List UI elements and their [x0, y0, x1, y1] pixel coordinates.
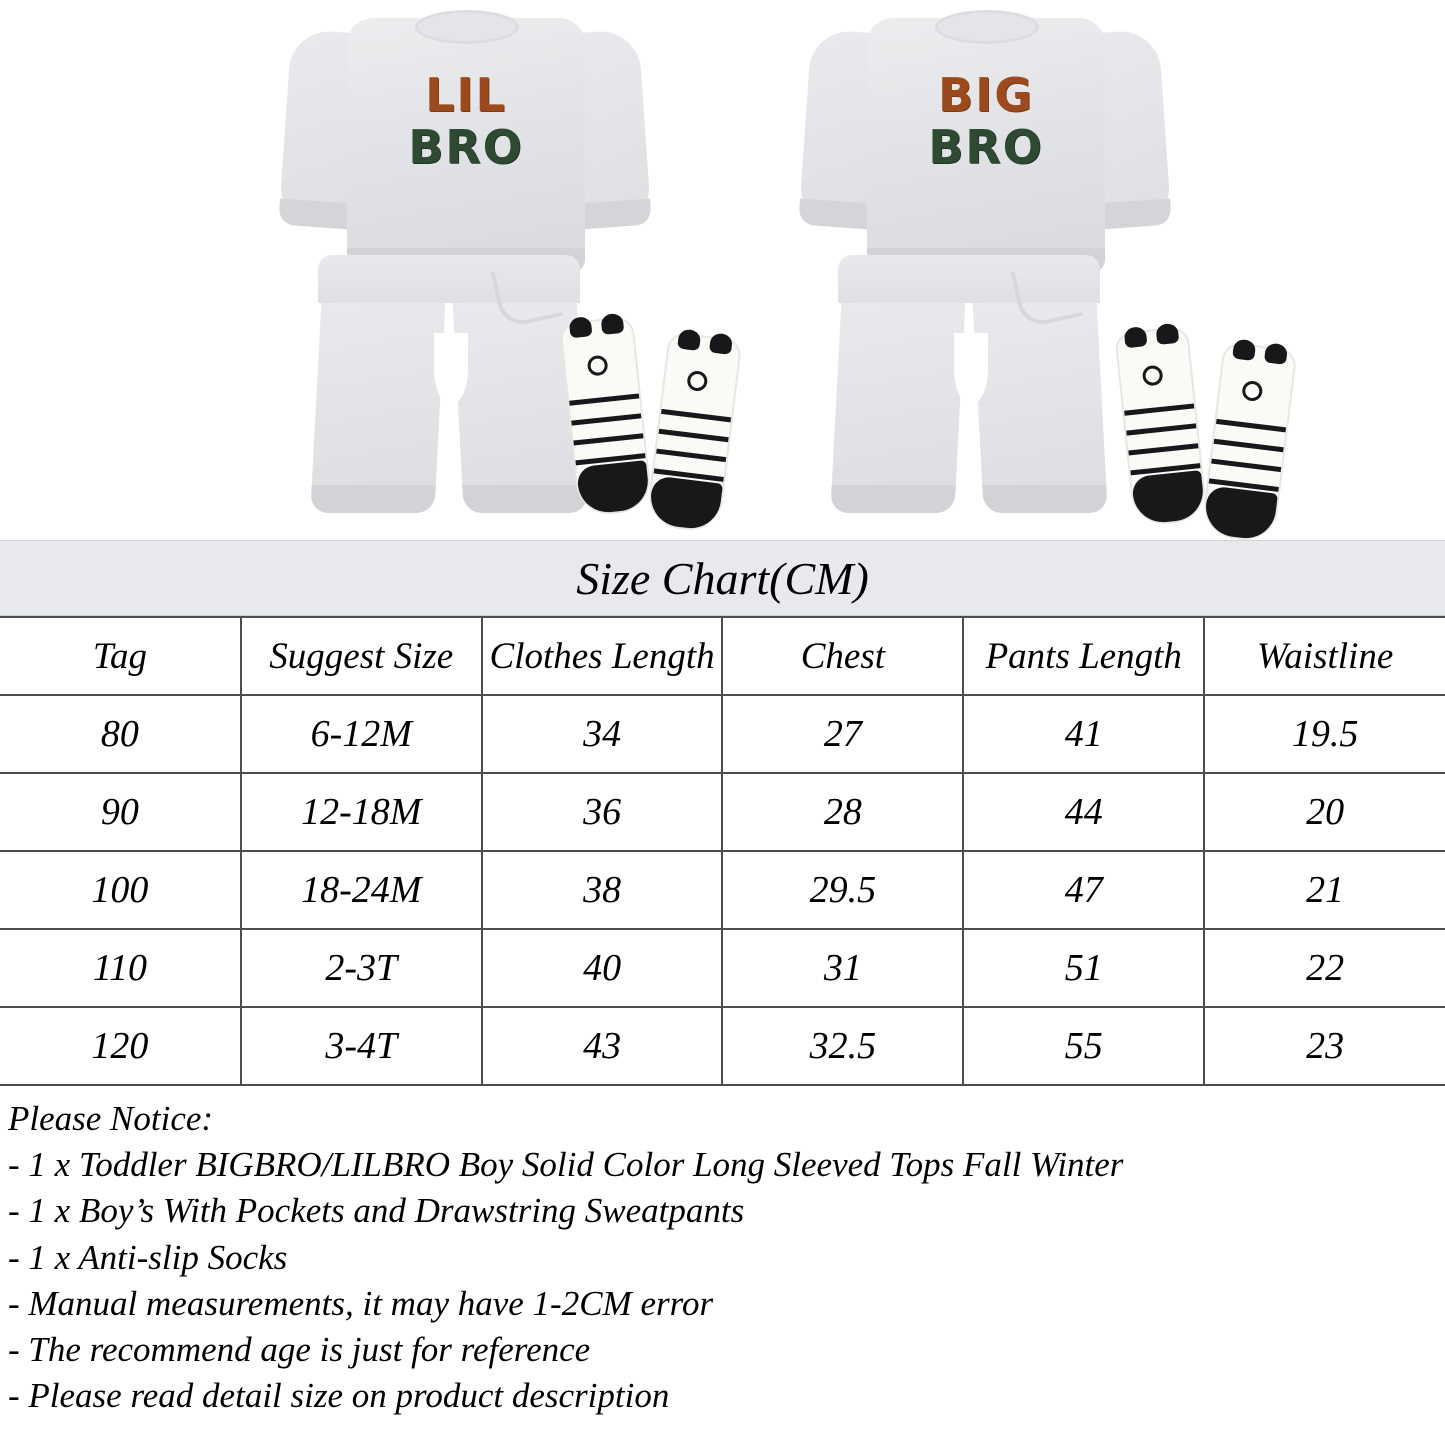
- cell-suggest-size: 12-18M: [241, 773, 482, 851]
- size-chart-table: [0, 616, 1445, 1086]
- sweatshirt: [285, 10, 645, 275]
- cell-waistline: 21: [1204, 851, 1445, 929]
- pant-leg-left: [830, 295, 965, 513]
- column-header-tag: Tag: [0, 617, 241, 695]
- sweatshirt-graphic: [369, 68, 563, 174]
- notice-item: - 1 x Boy’s With Pockets and Drawstring Sweatpants: [8, 1191, 745, 1231]
- cell-clothes-length: 40: [482, 929, 723, 1007]
- sweatshirt-graphic: [889, 68, 1083, 174]
- sock-ear-icon: [1264, 342, 1288, 365]
- cell-waistline: 19.5: [1204, 695, 1445, 773]
- cell-suggest-size: 18-24M: [241, 851, 482, 929]
- cell-tag: 100: [0, 851, 241, 929]
- sock-stripe: [659, 429, 729, 442]
- sock: [559, 316, 653, 518]
- cell-waistline: 22: [1204, 929, 1445, 1007]
- sock-eye-icon: [686, 370, 708, 392]
- cell-chest: 29.5: [722, 851, 963, 929]
- collar: [935, 10, 1039, 44]
- size-chart-title: Size Chart(CM): [576, 552, 869, 604]
- sock-stripe: [661, 409, 731, 422]
- sock: [645, 331, 742, 534]
- column-header-waistline: Waistline: [1204, 617, 1445, 695]
- cell-tag: 90: [0, 773, 241, 851]
- notice-item: - Please read detail size on product description: [8, 1376, 670, 1416]
- graphic-line-2: BRO: [408, 120, 524, 174]
- sock-ear-icon: [709, 332, 733, 355]
- sock-ear-icon: [1232, 338, 1256, 361]
- table-row: [0, 773, 1445, 851]
- sock-stripe: [573, 433, 643, 445]
- sock-ear-icon: [1155, 323, 1179, 345]
- cell-tag: 80: [0, 695, 241, 773]
- anti-slip-socks-right: [1120, 315, 1310, 530]
- size-chart-title-bar: [0, 540, 1445, 616]
- cell-pants-length: 41: [963, 695, 1204, 773]
- column-header-suggest-size: Suggest Size: [241, 617, 482, 695]
- pant-leg-right: [972, 295, 1107, 513]
- sock-stripe: [569, 393, 639, 405]
- column-header-chest: Chest: [722, 617, 963, 695]
- collar: [415, 10, 519, 44]
- sock-stripe: [656, 449, 726, 462]
- graphic-line-1: LIL: [425, 68, 507, 122]
- sweatpants: [820, 255, 1120, 517]
- ankle-cuff-right: [982, 485, 1107, 513]
- cell-waistline: 20: [1204, 773, 1445, 851]
- sock-toe: [1131, 470, 1206, 525]
- cell-clothes-length: 36: [482, 773, 723, 851]
- cell-pants-length: 55: [963, 1007, 1204, 1085]
- sock-ear-icon: [600, 313, 624, 335]
- pant-crotch-gap: [434, 333, 468, 405]
- pant-crotch-gap: [954, 333, 988, 405]
- sock-eye-icon: [1241, 380, 1263, 402]
- notice-item: - 1 x Toddler BIGBRO/LILBRO Boy Solid Color Long Sleeved Tops Fall Winter: [8, 1145, 1124, 1185]
- notice-item: - The recommend age is just for reference: [8, 1329, 591, 1369]
- column-header-clothes-length: Clothes Length: [482, 617, 723, 695]
- ankle-cuff-left: [310, 485, 435, 513]
- table-header-row: [0, 617, 1445, 695]
- graphic-line-2: BRO: [928, 120, 1044, 174]
- sock-toe: [1203, 485, 1278, 540]
- sock-eye-icon: [587, 355, 609, 377]
- sock-stripe: [1124, 403, 1194, 415]
- cell-chest: 28: [722, 773, 963, 851]
- cell-clothes-length: 43: [482, 1007, 723, 1085]
- sock-ear-icon: [1124, 326, 1148, 348]
- cell-pants-length: 44: [963, 773, 1204, 851]
- sock-stripe: [1216, 419, 1286, 432]
- pant-leg-left: [310, 295, 445, 513]
- table-row: [0, 1007, 1445, 1085]
- sock-stripe: [1214, 439, 1284, 452]
- cell-waistline: 23: [1204, 1007, 1445, 1085]
- anti-slip-socks-left: [565, 305, 755, 520]
- table-row: [0, 695, 1445, 773]
- cell-clothes-length: 38: [482, 851, 723, 929]
- column-header-pants-length: Pants Length: [963, 617, 1204, 695]
- cell-pants-length: 47: [963, 851, 1204, 929]
- notice-heading: Please Notice:: [8, 1099, 214, 1138]
- table-row: [0, 929, 1445, 1007]
- notice-item: - 1 x Anti-slip Socks: [8, 1237, 288, 1277]
- sock-stripe: [1128, 443, 1198, 455]
- cell-clothes-length: 34: [482, 695, 723, 773]
- cell-suggest-size: 6-12M: [241, 695, 482, 773]
- cell-chest: 27: [722, 695, 963, 773]
- cell-tag: 110: [0, 929, 241, 1007]
- graphic-line-1: BIG: [938, 68, 1034, 122]
- cell-pants-length: 51: [963, 929, 1204, 1007]
- sock-ear-icon: [677, 328, 701, 351]
- table-row: [0, 851, 1445, 929]
- sock-toe: [576, 460, 651, 515]
- cell-suggest-size: 3-4T: [241, 1007, 482, 1085]
- sock-stripe: [1126, 423, 1196, 435]
- cell-chest: 32.5: [722, 1007, 963, 1085]
- notice-block: [0, 1086, 1445, 1419]
- sock: [1114, 326, 1208, 528]
- sock-stripe: [1211, 459, 1281, 472]
- sock: [1200, 341, 1297, 540]
- ankle-cuff-left: [830, 485, 955, 513]
- sock-eye-icon: [1142, 365, 1164, 387]
- notice-item: - Manual measurements, it may have 1-2CM error: [8, 1283, 714, 1323]
- cell-suggest-size: 2-3T: [241, 929, 482, 1007]
- cell-tag: 120: [0, 1007, 241, 1085]
- product-photo-area: [0, 0, 1445, 540]
- cell-chest: 31: [722, 929, 963, 1007]
- sweatshirt: [805, 10, 1165, 275]
- sock-stripe: [571, 413, 641, 425]
- sock-ear-icon: [569, 316, 593, 338]
- sweatpants: [300, 255, 600, 517]
